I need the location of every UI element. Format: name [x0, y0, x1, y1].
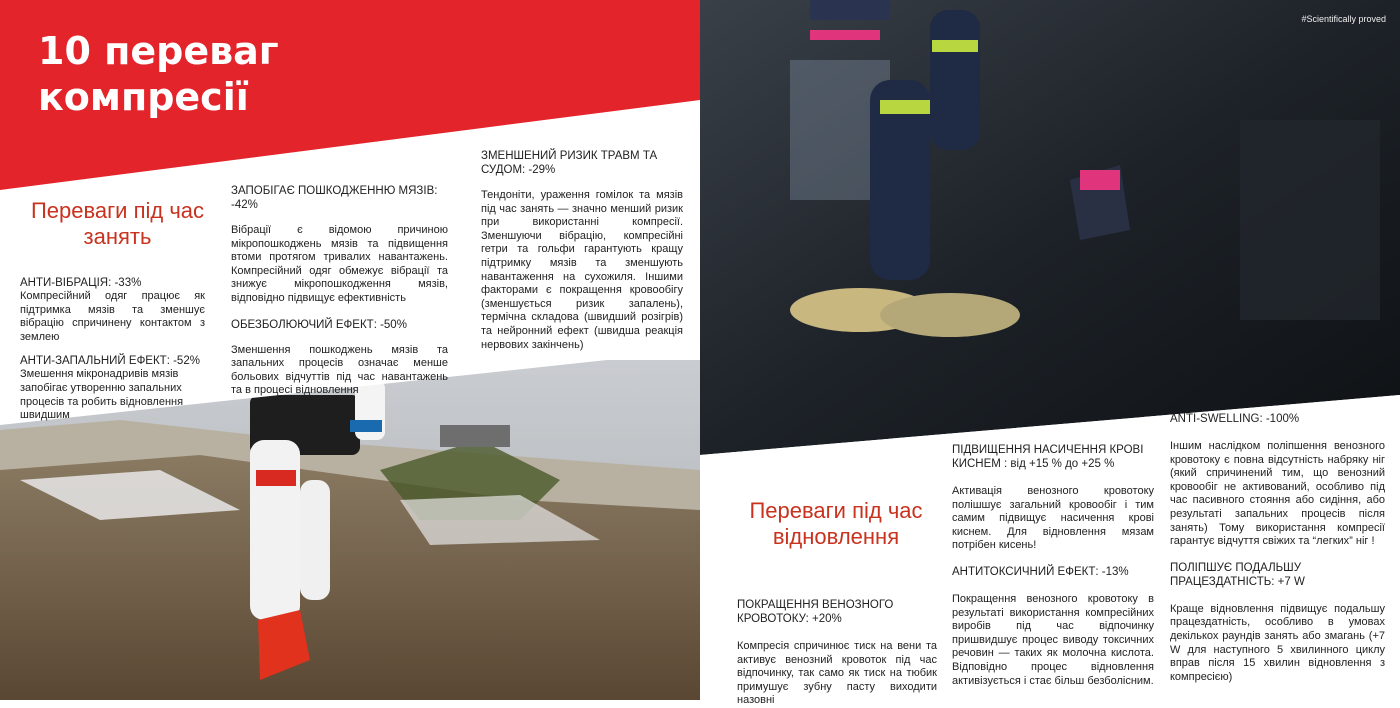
benefit-anti-vibration — [20, 276, 205, 344]
benefit-body: Компресійний одяг працює як підтримка мязів та зменшує вібрацію спричинену контактом з землею — [20, 290, 205, 343]
benefit-body: Іншим наслідком поліпшення венозного кровотоку є повна відсутність набряку ніг (який спричинений тим, що венозний кровообіг не активований, особливо під час пасивного стояння або сидіння, або результаті запальних процесів після занять) Тому використання компресії гарантує відчуття свіжих та “легких” ніг ! — [1170, 440, 1385, 548]
benefit-body: Компресія спричинює тиск на вени та активує венозний кровоток під час відпочинку, так само як тиск на тюбик примушує зубну пасту виходити назовні — [737, 640, 937, 707]
benefit-body: Тендоніти, ураження гомілок та мязів під час занять — значно менший ризик при використанні компресії. Зменшуючи вібрацію, компресійні гетри та гольфи гарантують кращу підтримку мязів та зменшують навантаження на сухожиля. Іншими факторами є покращення кровообігу (зменшується ризик запалень), термічна складова (швидший розігрів) та нейронний ефект (швидша реакція нервових закінчень) — [481, 189, 683, 351]
benefit-heading: АНТИ-ВІБРАЦІЯ: -33% — [20, 277, 142, 289]
benefit-body: Активація венозного кровотоку полішшує загальний кровообіг і тим самим підвищує насичення крові киснем. Для відновлення мязам потрібен кисень! — [952, 485, 1154, 552]
benefit-heading: ЗМЕНШЕНИЙ РИЗИК ТРАВМ ТА СУДОМ: -29% — [481, 150, 658, 176]
page-title: 10 переваг компресії — [38, 29, 279, 119]
benefit-body: Вібрації є відомою причиною мікропошкоджень мязів та підвищення втоми протягом тривалих навантажень. Компресійний одяг обмежує вібрації та знижує мікропошкодження мязів, відповідно підвищує ефективність — [231, 224, 448, 304]
section-title-workout: Переваги під час занять — [30, 198, 205, 249]
left-col-3 — [481, 149, 683, 352]
benefit-anti-inflammatory — [20, 354, 205, 422]
right-col-3 — [1170, 412, 1385, 684]
section-title-recovery: Переваги під час відновлення — [749, 498, 923, 549]
benefit-heading: АНТИ-ЗАПАЛЬНИЙ ЕФЕКТ: -52% — [20, 355, 200, 368]
left-page — [0, 0, 700, 700]
benefit-heading: ПІДВИЩЕННЯ НАСИЧЕННЯ КРОВІ КИСНЕМ : від +15 % до +25 % — [952, 444, 1144, 470]
benefit-body: Краще відновлення підвищує подальшу працездатність, особливо в умовах декількох раундів занять або змагань (+7 W для наступного 5 хвилинного циклу вправ після 15 хвилин відновлення з компресією) — [1170, 602, 1385, 683]
right-col-1 — [737, 598, 937, 708]
benefit-body: Покращення венозного кровотоку в результаті використання компресійних виробів під час відпочинку пришвидшує процес виводу токсичних речовин — таких як молочна кислота. Відповідно процес відновлення активізується і стає більш безболісним. — [952, 592, 1154, 687]
benefit-heading: ЗАПОБІГАЄ ПОШКОДЖЕННЮ МЯЗІВ: -42% — [231, 185, 438, 211]
left-col-1 — [20, 276, 205, 423]
benefit-heading: ПОКРАЩЕННЯ ВЕНОЗНОГО КРОВОТОКУ: +20% — [737, 599, 894, 625]
right-page — [700, 0, 1400, 707]
benefit-heading: ОБЕЗБОЛЮЮЧИЙ ЕФЕКТ: -50% — [231, 318, 407, 331]
left-col-2 — [231, 184, 448, 398]
benefit-injury-risk — [481, 149, 683, 352]
right-col-2 — [952, 443, 1154, 688]
benefit-oxygen-saturation — [952, 443, 1154, 553]
benefit-antitoxic — [952, 565, 1154, 688]
benefit-heading: АНТИТОКСИЧНИЙ ЕФЕКТ: -13% — [952, 565, 1129, 578]
benefit-body: Змешення мікронадривів мязів запобігає утворенню запальних процесів та робить відновлення швидшим — [20, 368, 184, 422]
benefit-body: Зменшення пошкоджень мязів та запальних процесів означає менше больових відчуттів під час навантажень та в процесі відновлення — [231, 343, 448, 397]
benefit-anti-swelling — [1170, 412, 1385, 549]
benefit-pain-relief — [231, 318, 448, 398]
hashtag: #Scientifically proved — [1301, 14, 1386, 24]
benefit-heading: ПОЛІПШУЄ ПОДАЛЬШУ ПРАЦЕЗДАТНІСТЬ: +7 W — [1170, 561, 1305, 588]
benefit-venous-flow — [737, 598, 937, 708]
benefit-muscle-damage — [231, 184, 448, 306]
benefit-performance — [1170, 561, 1385, 685]
benefit-heading: ANTI-SWELLING: -100% — [1170, 413, 1300, 425]
